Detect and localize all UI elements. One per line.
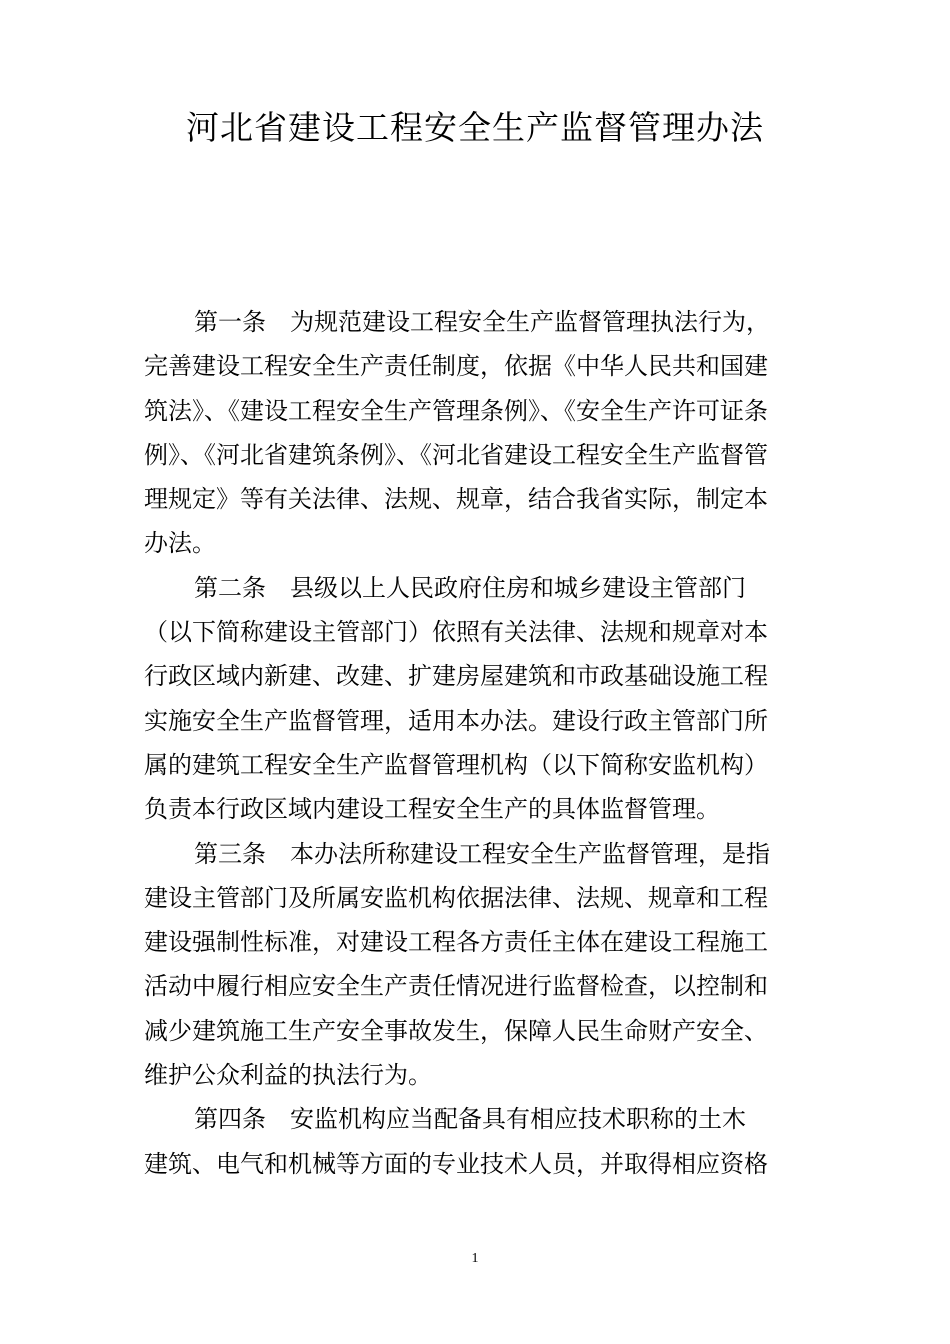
body-line: 行政区域内新建、改建、扩建房屋建筑和市政基础设施工程 [144,662,768,691]
body-line: 减少建筑施工生产安全事故发生，保障人民生命财产安全、 [144,1016,768,1045]
document-subtitle [0,212,950,242]
body-line: 完善建设工程安全生产责任制度，依据《中华人民共和国建 [144,352,768,381]
body-line: 属的建筑工程安全生产监督管理机构（以下简称安监机构） [144,750,768,779]
body-line: 建设强制性标准，对建设工程各方责任主体在建设工程施工 [144,928,768,957]
body-line: 第二条 县级以上人民政府住房和城乡建设主管部门 [194,573,746,602]
document-body [144,300,844,1186]
body-line: （以下简称建设主管部门）依照有关法律、法规和规章对本 [144,618,768,647]
body-line: 实施安全生产监督管理，适用本办法。建设行政主管部门所 [144,706,768,735]
body-line: 第三条 本办法所称建设工程安全生产监督管理，是指 [194,839,770,868]
body-line: 办法。 [144,529,216,558]
body-line: 筑法》、《建设工程安全生产管理条例》、《安全生产许可证条 [144,396,768,425]
body-line: 维护公众利益的执法行为。 [144,1061,432,1090]
body-line: 负责本行政区域内建设工程安全生产的具体监督管理。 [144,795,720,824]
body-line: 建筑、电气和机械等方面的专业技术人员，并取得相应资格 [144,1149,768,1178]
page-number: 1 [471,1251,479,1266]
body-line: 第四条 安监机构应当配备具有相应技术职称的土木 [194,1105,746,1134]
body-line: 建设主管部门及所属安监机构依据法律、法规、规章和工程 [144,883,768,912]
document-title: 河北省建设工程安全生产监督管理办法 [186,108,764,147]
body-line: 例》、《河北省建筑条例》、《河北省建设工程安全生产监督管 [144,440,768,469]
body-line: 活动中履行相应安全生产责任情况进行监督检查，以控制和 [144,972,768,1001]
body-line: 第一条 为规范建设工程安全生产监督管理执法行为， [194,308,770,336]
body-line: 理规定》等有关法律、法规、规章，结合我省实际，制定本 [144,485,768,514]
